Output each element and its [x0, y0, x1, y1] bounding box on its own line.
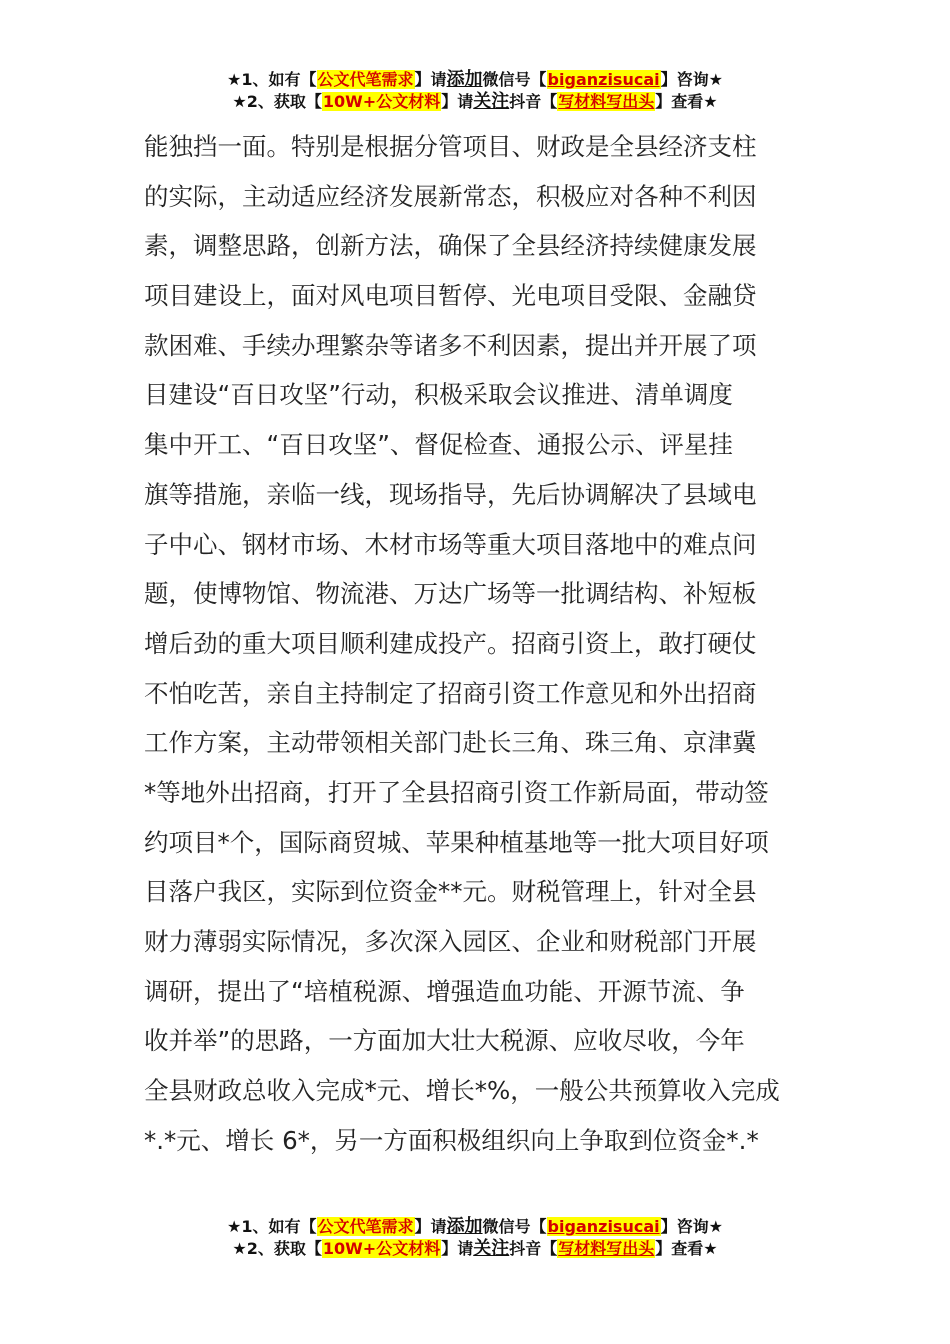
banner-emphasis-add: 添加	[446, 69, 483, 90]
body-line: *等地外出招商，打开了全县招商引资工作新局面，带动签	[144, 777, 769, 807]
banner-line-2-mid: 】请	[441, 92, 474, 111]
footer-banner-line-2	[0, 1238, 950, 1260]
header-banner	[0, 69, 950, 113]
body-line: *.*元、增长 6*，另一方面积极组织向上争取到位资金*.*	[144, 1125, 759, 1155]
banner-emphasis-follow: 关注	[473, 91, 510, 112]
body-line: 子中心、钢材市场、木材市场等重大项目落地中的难点问	[144, 529, 757, 559]
body-line: 目落户我区，实际到位资金**元。财税管理上，针对全县	[144, 877, 757, 907]
body-line: 约项目*个，国际商贸城、苹果种植基地等一批大项目好项	[144, 827, 769, 857]
banner-line-2-prefix: ★2、获取【	[232, 92, 322, 111]
banner-line-1-mid: 】请	[414, 70, 447, 89]
footer-line-1-mid2: 微信号【	[482, 1217, 547, 1236]
banner-line-1-suffix: 】咨询★	[660, 70, 723, 89]
body-line: 题，使博物馆、物流港、万达广场等一批调结构、补短板	[144, 579, 757, 609]
body-line: 能独挡一面。特别是根据分管项目、财政是全县经济支柱	[144, 132, 757, 161]
banner-highlight-materials: 10W+公文材料	[322, 92, 441, 111]
body-line: 项目建设上，面对风电项目暂停、光电项目受限、金融贷	[144, 281, 757, 311]
footer-line-1-prefix: ★1、如有【	[227, 1217, 317, 1236]
footer-line-2-mid: 】请	[441, 1239, 474, 1258]
footer-highlight-materials: 10W+公文材料	[322, 1239, 441, 1258]
footer-line-1-suffix: 】咨询★	[660, 1217, 723, 1236]
body-line: 的实际，主动适应经济发展新常态，积极应对各种不利因	[144, 181, 757, 211]
footer-emphasis-add: 添加	[446, 1216, 483, 1237]
banner-wechat-id[interactable]: biganzisucai	[547, 70, 660, 89]
body-line: 不怕吃苦，亲自主持制定了招商引资工作意见和外出招商	[144, 678, 757, 708]
body-line: 调研，提出了“培植税源、增强造血功能、开源节流、争	[144, 976, 745, 1006]
footer-douyin-account[interactable]: 写材料写出头	[558, 1239, 655, 1258]
footer-line-2-mid2: 抖音【	[509, 1239, 558, 1258]
body-line: 旗等措施，亲临一线，现场指导，先后协调解决了县域电	[144, 479, 757, 509]
document-body	[144, 122, 809, 1165]
banner-line-2	[0, 91, 950, 113]
banner-line-1	[0, 69, 950, 91]
footer-line-2-suffix: 】查看★	[655, 1239, 718, 1258]
body-line: 增后劲的重大项目顺利建成投产。招商引资上，敢打硬仗	[144, 628, 757, 658]
body-line: 工作方案，主动带领相关部门赴长三角、珠三角、京津冀	[144, 728, 757, 758]
footer-emphasis-follow: 关注	[473, 1238, 510, 1259]
banner-line-1-mid2: 微信号【	[482, 70, 547, 89]
banner-highlight-service: 公文代笔需求	[317, 70, 414, 89]
body-line: 收并举”的思路，一方面加大壮大税源、应收尽收，今年	[144, 1026, 745, 1056]
footer-wechat-id[interactable]: biganzisucai	[547, 1217, 660, 1236]
banner-line-1-prefix: ★1、如有【	[227, 70, 317, 89]
footer-banner	[0, 1216, 950, 1260]
banner-line-2-suffix: 】查看★	[655, 92, 718, 111]
body-line: 集中开工、“百日攻坚”、督促检查、通报公示、评星挂	[144, 430, 733, 460]
footer-line-1-mid: 】请	[414, 1217, 447, 1236]
body-line: 全县财政总收入完成*元、增长*%，一般公共预算收入完成	[144, 1076, 780, 1106]
banner-douyin-account[interactable]: 写材料写出头	[558, 92, 655, 111]
body-line: 财力薄弱实际情况，多次深入园区、企业和财税部门开展	[144, 927, 757, 956]
body-line: 款困难、手续办理繁杂等诸多不利因素，提出并开展了项	[144, 330, 757, 360]
footer-banner-line-1	[0, 1216, 950, 1238]
body-line: 素，调整思路，创新方法，确保了全县经济持续健康发展	[144, 231, 757, 261]
footer-highlight-service: 公文代笔需求	[317, 1217, 414, 1236]
body-line: 目建设“百日攻坚”行动，积极采取会议推进、清单调度	[144, 380, 733, 410]
banner-line-2-mid2: 抖音【	[509, 92, 558, 111]
footer-line-2-prefix: ★2、获取【	[232, 1239, 322, 1258]
